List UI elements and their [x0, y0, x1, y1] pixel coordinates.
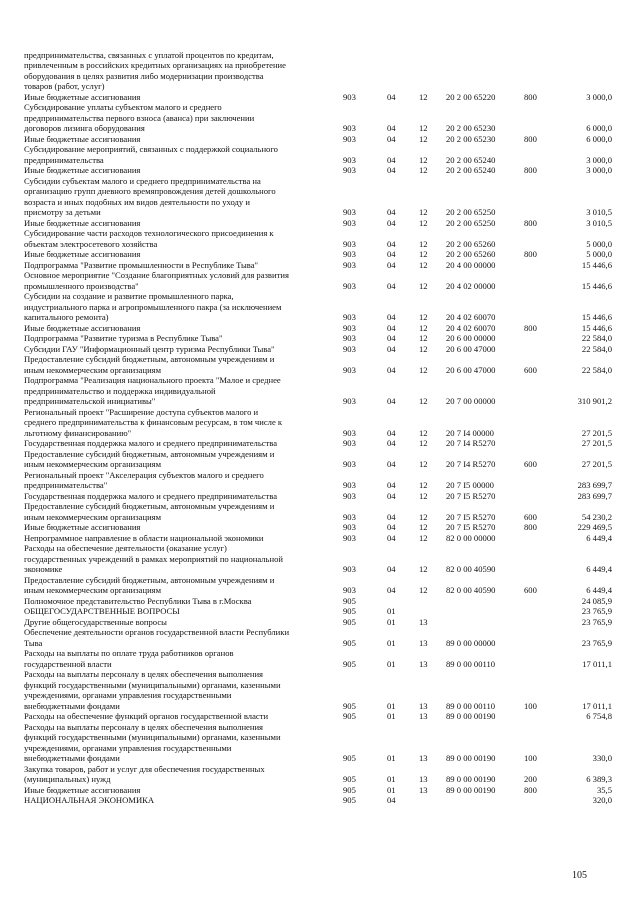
amount: 3 010,5: [586, 217, 612, 228]
section-code: 04: [387, 154, 396, 165]
subsection-code: 13: [419, 711, 428, 721]
row-description: промышленного производства": [24, 280, 139, 291]
row-description: Субсидирование части расходов технологического присоединения к: [24, 228, 274, 238]
row-description: привлеченным в российских кредитных организациях на приобретение: [24, 60, 286, 70]
subsection-code: 13: [419, 753, 428, 763]
target-item-code: 82 0 00 00000: [446, 532, 496, 543]
subsection-code: 12: [419, 511, 428, 522]
row-description: Субсидии на создание и развитие промышленного парка,: [24, 291, 234, 301]
target-item-code: 20 6 00 47000: [446, 364, 496, 375]
row-description: предпринимательства, связанных с уплатой процентов по кредитам,: [24, 49, 274, 60]
ministry-code: 905: [343, 774, 356, 784]
target-item-code: 20 2 00 65230: [446, 133, 496, 144]
amount: 310 901,2: [577, 396, 612, 406]
row-description: договоров лизинга оборудования: [24, 123, 145, 133]
ministry-code: 903: [343, 396, 356, 406]
ministry-code: 903: [343, 312, 356, 322]
row-description: Иные бюджетные ассигнования: [24, 165, 141, 175]
expense-type-code: 600: [524, 585, 537, 595]
row-description: внебюджетными фондами: [24, 700, 120, 711]
expense-type-code: 100: [524, 753, 537, 763]
subsection-code: 13: [419, 700, 428, 711]
expense-type-code: 600: [524, 511, 537, 522]
amount: 6 000,0: [586, 133, 612, 144]
section-code: 04: [387, 249, 396, 259]
expense-type-code: 100: [524, 700, 537, 711]
expense-type-code: 600: [524, 459, 537, 469]
row-description: Расходы на выплаты персоналу в целях обеспечения выполнения: [24, 669, 264, 679]
section-code: 04: [387, 396, 396, 406]
target-item-code: 20 7 I4 00000: [446, 427, 494, 438]
row-description: Субсидии ГАУ "Информационный центр туризма Республики Тыва": [24, 343, 275, 354]
amount: 229 469,5: [577, 522, 612, 532]
amount: 5 000,0: [586, 238, 612, 249]
target-item-code: 20 2 00 65220: [446, 91, 496, 102]
amount: 24 085,9: [581, 595, 612, 606]
section-code: 04: [387, 364, 396, 375]
target-item-code: 20 6 00 00000: [446, 333, 496, 343]
subsection-code: 12: [419, 280, 428, 291]
subsection-code: 12: [419, 564, 428, 574]
ministry-code: 903: [343, 333, 356, 343]
amount: 35,5: [596, 784, 612, 795]
section-code: 04: [387, 333, 396, 343]
section-code: 04: [387, 795, 396, 805]
target-item-code: 82 0 00 40590: [446, 585, 496, 595]
subsection-code: 13: [419, 784, 428, 795]
amount: 17 011,1: [582, 658, 612, 669]
subsection-code: 12: [419, 333, 428, 343]
ministry-code: 903: [343, 259, 356, 270]
section-code: 04: [387, 91, 396, 102]
amount: 6 449,4: [586, 564, 612, 574]
section-code: 04: [387, 343, 396, 354]
amount: 3 000,0: [586, 91, 612, 102]
row-description: учреждениями, органами управления государственными: [24, 690, 232, 700]
target-item-code: 20 2 00 65250: [446, 207, 496, 217]
row-description: экономике: [24, 564, 63, 574]
target-item-code: 20 7 I5 R5270: [446, 522, 496, 532]
subsection-code: 12: [419, 532, 428, 543]
expense-type-code: 800: [524, 217, 537, 228]
row-description: присмотру за детьми: [24, 207, 101, 217]
row-description: Субсидии субъектам малого и среднего предпринимательства на: [24, 175, 261, 186]
row-description: предпринимательства: [24, 154, 104, 165]
expense-type-code: 800: [524, 322, 537, 333]
target-item-code: 20 2 00 65250: [446, 217, 496, 228]
ministry-code: 903: [343, 165, 356, 175]
amount: 3 000,0: [586, 154, 612, 165]
amount: 27 201,5: [581, 438, 612, 448]
row-description: Региональный проект "Акселерация субъектов малого и среднего: [24, 469, 264, 480]
row-description: Закупка товаров, работ и услуг для обеспечения государственных: [24, 763, 265, 774]
target-item-code: 20 2 00 65240: [446, 165, 496, 175]
row-description: Иные бюджетные ассигнования: [24, 91, 141, 102]
row-description: предпринимательства первого взноса (аванса) при заключении: [24, 112, 255, 123]
amount: 3 010,5: [586, 207, 612, 217]
subsection-code: 12: [419, 165, 428, 175]
target-item-code: 82 0 00 40590: [446, 564, 496, 574]
ministry-code: 905: [343, 700, 356, 711]
section-code: 04: [387, 564, 396, 574]
ministry-code: 903: [343, 133, 356, 144]
row-description: Подпрограмма "Реализация национального проекта "Малое и среднее: [24, 375, 281, 385]
amount: 23 765,9: [581, 606, 612, 616]
amount: 22 584,0: [581, 364, 612, 375]
row-description: предпринимательство и поддержка индивидуальной: [24, 385, 216, 396]
ministry-code: 903: [343, 480, 356, 490]
section-code: 04: [387, 123, 396, 133]
target-item-code: 20 7 I5 R5270: [446, 511, 496, 522]
subsection-code: 12: [419, 123, 428, 133]
row-description: функций государственными (муниципальными) органами, казенными: [24, 679, 281, 690]
amount: 283 699,7: [577, 480, 612, 490]
row-description: Основное мероприятие "Создание благоприятных условий для развития: [24, 270, 289, 280]
target-item-code: 20 2 00 65230: [446, 123, 496, 133]
row-description: Предоставление субсидий бюджетным, автономным учреждениям и: [24, 354, 275, 364]
ministry-code: 905: [343, 595, 356, 606]
ministry-code: 903: [343, 238, 356, 249]
subsection-code: 12: [419, 585, 428, 595]
amount: 6 449,4: [586, 532, 612, 543]
ministry-code: 903: [343, 490, 356, 501]
target-item-code: 89 0 00 00190: [446, 774, 496, 784]
section-code: 04: [387, 238, 396, 249]
target-item-code: 20 7 I4 R5270: [446, 438, 496, 448]
target-item-code: 89 0 00 00110: [446, 700, 496, 711]
row-description: Предоставление субсидий бюджетным, автономным учреждениям и: [24, 501, 275, 511]
amount: 6 389,3: [586, 774, 612, 784]
row-description: льготному финансированию": [24, 427, 132, 438]
row-description: иным некоммерческим организациям: [24, 364, 162, 375]
amount: 15 446,6: [581, 280, 612, 291]
ministry-code: 903: [343, 343, 356, 354]
row-description: Субсидирование уплаты субъектом малого и среднего: [24, 102, 222, 112]
section-code: 04: [387, 280, 396, 291]
subsection-code: 12: [419, 396, 428, 406]
target-item-code: 20 2 00 65240: [446, 154, 496, 165]
row-description: Подпрограмма "Развитие промышленности в Республике Тыва": [24, 259, 259, 270]
ministry-code: 905: [343, 658, 356, 669]
target-item-code: 20 7 I4 R5270: [446, 459, 496, 469]
section-code: 01: [387, 753, 396, 763]
row-description: Полномочное представительство Республики Тыва в г.Москва: [24, 595, 252, 606]
ministry-code: 903: [343, 585, 356, 595]
target-item-code: 20 6 00 47000: [446, 343, 496, 354]
amount: 27 201,5: [581, 427, 612, 438]
section-code: 04: [387, 133, 396, 144]
amount: 6 449,4: [586, 585, 612, 595]
ministry-code: 903: [343, 532, 356, 543]
row-description: ОБЩЕГОСУДАРСТВЕННЫЕ ВОПРОСЫ: [24, 606, 180, 616]
expense-type-code: 800: [524, 784, 537, 795]
target-item-code: 20 7 I5 00000: [446, 480, 494, 490]
section-code: 04: [387, 490, 396, 501]
row-description: объектам электросетевого хозяйства: [24, 238, 158, 249]
subsection-code: 12: [419, 133, 428, 144]
subsection-code: 12: [419, 249, 428, 259]
target-item-code: 20 4 02 60070: [446, 322, 496, 333]
row-description: Иные бюджетные ассигнования: [24, 217, 141, 228]
row-description: Расходы на выплаты персоналу в целях обеспечения выполнения: [24, 721, 264, 732]
target-item-code: 20 2 00 65260: [446, 249, 496, 259]
row-description: товаров (работ, услуг): [24, 81, 105, 91]
subsection-code: 12: [419, 343, 428, 354]
expense-type-code: 800: [524, 91, 537, 102]
ministry-code: 903: [343, 217, 356, 228]
section-code: 04: [387, 259, 396, 270]
ministry-code: 903: [343, 564, 356, 574]
amount: 27 201,5: [581, 459, 612, 469]
amount: 15 446,6: [581, 312, 612, 322]
row-description: Другие общегосударственные вопросы: [24, 616, 167, 627]
row-description: Непрограммное направление в области национальной экономики: [24, 532, 264, 543]
row-description: НАЦИОНАЛЬНАЯ ЭКОНОМИКА: [24, 795, 155, 805]
ministry-code: 905: [343, 753, 356, 763]
expense-type-code: 800: [524, 522, 537, 532]
ministry-code: 903: [343, 91, 356, 102]
row-description: Расходы на выплаты по оплате труда работников органов: [24, 648, 234, 658]
row-description: Предоставление субсидий бюджетным, автономным учреждениям и: [24, 448, 275, 459]
section-code: 01: [387, 637, 396, 648]
subsection-code: 13: [419, 616, 428, 627]
amount: 330,0: [592, 753, 612, 763]
ministry-code: 903: [343, 249, 356, 259]
amount: 23 765,9: [581, 637, 612, 648]
target-item-code: 20 4 00 00000: [446, 259, 496, 270]
subsection-code: 12: [419, 154, 428, 165]
section-code: 04: [387, 165, 396, 175]
amount: 5 000,0: [586, 249, 612, 259]
subsection-code: 12: [419, 322, 428, 333]
row-description: среднего предпринимательства к финансовым ресурсам, в том числе к: [24, 417, 283, 427]
section-code: 04: [387, 427, 396, 438]
section-code: 04: [387, 207, 396, 217]
amount: 320,0: [592, 795, 612, 805]
ministry-code: 903: [343, 154, 356, 165]
row-description: оборудования в целях развития либо модернизации производства: [24, 70, 264, 81]
section-code: 04: [387, 438, 396, 448]
section-code: 01: [387, 616, 396, 627]
subsection-code: 12: [419, 438, 428, 448]
ministry-code: 903: [343, 280, 356, 291]
row-description: Расходы на обеспечение деятельности (оказание услуг): [24, 543, 227, 553]
ministry-code: 903: [343, 207, 356, 217]
subsection-code: 12: [419, 522, 428, 532]
row-description: предпринимательской инициативы": [24, 396, 156, 406]
ministry-code: 903: [343, 123, 356, 133]
row-description: Государственная поддержка малого и среднего предпринимательства: [24, 490, 278, 501]
row-description: Иные бюджетные ассигнования: [24, 522, 141, 532]
subsection-code: 12: [419, 207, 428, 217]
row-description: Подпрограмма "Развитие туризма в Республике Тыва": [24, 333, 223, 343]
section-code: 01: [387, 711, 396, 721]
amount: 23 765,9: [581, 616, 612, 627]
section-code: 04: [387, 312, 396, 322]
row-description: внебюджетными фондами: [24, 753, 120, 763]
expense-type-code: 800: [524, 133, 537, 144]
subsection-code: 12: [419, 459, 428, 469]
subsection-code: 12: [419, 364, 428, 375]
ministry-code: 903: [343, 459, 356, 469]
row-description: Обеспечение деятельности органов государственной власти Республики: [24, 627, 290, 637]
page-number: 105: [572, 870, 587, 881]
target-item-code: 89 0 00 00190: [446, 753, 496, 763]
ministry-code: 903: [343, 522, 356, 532]
ministry-code: 903: [343, 438, 356, 448]
expense-type-code: 800: [524, 165, 537, 175]
target-item-code: 89 0 00 00110: [446, 658, 496, 669]
ministry-code: 905: [343, 795, 356, 805]
row-description: Расходы на обеспечение функций органов государственной власти: [24, 711, 269, 721]
row-description: Иные бюджетные ассигнования: [24, 322, 141, 333]
expense-type-code: 200: [524, 774, 537, 784]
row-description: предпринимательства": [24, 480, 108, 490]
section-code: 04: [387, 480, 396, 490]
subsection-code: 12: [419, 480, 428, 490]
amount: 3 000,0: [586, 165, 612, 175]
subsection-code: 12: [419, 427, 428, 438]
amount: 22 584,0: [581, 343, 612, 354]
amount: 6 000,0: [586, 123, 612, 133]
row-description: Субсидирование мероприятий, связанных с поддержкой социального: [24, 144, 278, 154]
target-item-code: 20 4 02 00000: [446, 280, 496, 291]
section-code: 01: [387, 700, 396, 711]
subsection-code: 12: [419, 238, 428, 249]
amount: 283 699,7: [577, 490, 612, 501]
amount: 22 584,0: [581, 333, 612, 343]
row-description: возраста и иных подобных им видов деятельности по уходу и: [24, 196, 250, 207]
row-description: иным некоммерческим организациям: [24, 511, 162, 522]
section-code: 01: [387, 774, 396, 784]
expense-type-code: 800: [524, 249, 537, 259]
row-description: государственной власти: [24, 658, 112, 669]
target-item-code: 89 0 00 00000: [446, 637, 496, 648]
ministry-code: 905: [343, 637, 356, 648]
amount: 54 230,2: [581, 511, 612, 522]
subsection-code: 13: [419, 774, 428, 784]
subsection-code: 12: [419, 91, 428, 102]
ministry-code: 905: [343, 711, 356, 721]
ministry-code: 903: [343, 511, 356, 522]
ministry-code: 905: [343, 616, 356, 627]
section-code: 04: [387, 322, 396, 333]
subsection-code: 13: [419, 637, 428, 648]
section-code: 01: [387, 658, 396, 669]
section-code: 04: [387, 585, 396, 595]
section-code: 01: [387, 606, 396, 616]
section-code: 04: [387, 459, 396, 469]
amount: 6 754,8: [586, 711, 612, 721]
row-description: государственных учреждений в рамках мероприятий по национальной: [24, 553, 283, 564]
target-item-code: 89 0 00 00190: [446, 711, 496, 721]
row-description: индустриального парка и агропромышленного пакра (за исключением: [24, 301, 282, 312]
row-description: иным некоммерческим организациям: [24, 459, 162, 469]
row-description: организацию групп дневного времяпровождения детей дошкольного: [24, 186, 276, 196]
subsection-code: 13: [419, 658, 428, 669]
subsection-code: 12: [419, 312, 428, 322]
row-description: Региональный проект "Расширение доступа субъектов малого и: [24, 406, 259, 417]
target-item-code: 20 7 00 00000: [446, 396, 496, 406]
ministry-code: 905: [343, 606, 356, 616]
row-description: (муниципальных) нужд: [24, 774, 111, 784]
section-code: 04: [387, 532, 396, 543]
target-item-code: 89 0 00 00190: [446, 784, 496, 795]
row-description: Государственная поддержка малого и среднего предпринимательства: [24, 438, 278, 448]
row-description: функций государственными (муниципальными) органами, казенными: [24, 732, 281, 742]
section-code: 04: [387, 522, 396, 532]
expense-type-code: 600: [524, 364, 537, 375]
section-code: 04: [387, 217, 396, 228]
ministry-code: 903: [343, 322, 356, 333]
amount: 15 446,6: [581, 322, 612, 333]
amount: 17 011,1: [582, 700, 612, 711]
row-description: учреждениями, органами управления государственными: [24, 742, 232, 753]
row-description: иным некоммерческим организациям: [24, 585, 162, 595]
row-description: Тыва: [24, 637, 43, 648]
row-description: Иные бюджетные ассигнования: [24, 784, 141, 795]
target-item-code: 20 2 00 65260: [446, 238, 496, 249]
section-code: 04: [387, 511, 396, 522]
subsection-code: 12: [419, 217, 428, 228]
row-description: Иные бюджетные ассигнования: [24, 133, 141, 144]
ministry-code: 905: [343, 784, 356, 795]
amount: 15 446,6: [581, 259, 612, 270]
subsection-code: 12: [419, 259, 428, 270]
row-description: Иные бюджетные ассигнования: [24, 249, 141, 259]
ministry-code: 903: [343, 364, 356, 375]
section-code: 01: [387, 784, 396, 795]
row-description: капитального ремонта): [24, 312, 109, 322]
ministry-code: 903: [343, 427, 356, 438]
row-description: Предоставление субсидий бюджетным, автономным учреждениям и: [24, 574, 275, 585]
target-item-code: 20 7 I5 R5270: [446, 490, 496, 501]
target-item-code: 20 4 02 60070: [446, 312, 496, 322]
subsection-code: 12: [419, 490, 428, 501]
